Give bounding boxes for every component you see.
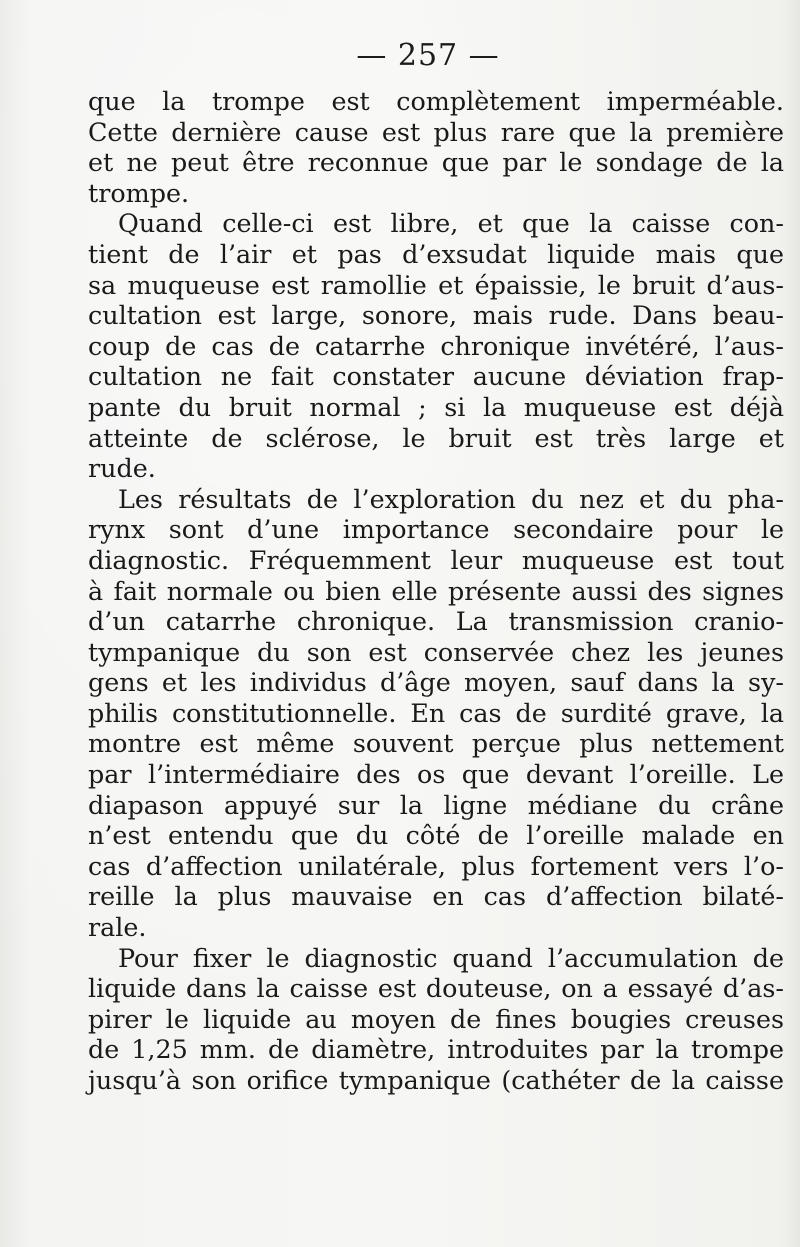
text-line: Les résultats de l’exploration du nez et du pha- bbox=[118, 483, 784, 514]
text-line: rale. bbox=[88, 912, 147, 943]
text-line: Quand celle-ci est libre, et que la caisse con- bbox=[118, 208, 784, 239]
text-line: cultation est large, sonore, mais rude. Dans beau- bbox=[88, 300, 784, 331]
text-line: rude. bbox=[88, 453, 156, 484]
text-line: à fait normale ou bien elle présente aussi des signes bbox=[88, 575, 784, 606]
text-line: atteinte de sclérose, le bruit est très large et bbox=[88, 422, 784, 453]
body-text bbox=[88, 86, 784, 1096]
text-line: pante du bruit normal ; si la muqueuse est déjà bbox=[88, 391, 784, 422]
text-line: de 1,25 mm. de diamètre, introduites par la trompe bbox=[88, 1034, 784, 1065]
text-line: coup de cas de catarrhe chronique invétéré, l’aus- bbox=[88, 330, 784, 361]
text-line: et ne peut être reconnue que par le sondage de la bbox=[88, 147, 784, 178]
text-line: philis constitutionnelle. En cas de surdité grave, la bbox=[88, 697, 784, 728]
text-line: que la trompe est complètement imperméable. bbox=[88, 86, 784, 116]
text-line: rynx sont d’une importance secondaire pour le bbox=[88, 514, 784, 545]
text-line: gens et les individus d’âge moyen, sauf dans la sy- bbox=[88, 667, 784, 698]
text-line: tient de l’air et pas d’exsudat liquide mais que bbox=[88, 238, 784, 269]
text-line: Pour fixer le diagnostic quand l’accumulation de bbox=[118, 942, 784, 973]
text-line: trompe. bbox=[88, 177, 190, 208]
text-line: reille la plus mauvaise en cas d’affection bilaté- bbox=[88, 881, 784, 912]
text-line: par l’intermédiaire des os que devant l’oreille. Le bbox=[88, 759, 784, 790]
text-line: cultation ne fait constater aucune déviation frap- bbox=[88, 361, 784, 392]
text-line: n’est entendu que du côté de l’oreille malade en bbox=[88, 820, 784, 851]
text-line: montre est même souvent perçue plus nettement bbox=[88, 728, 784, 759]
text-line: tympanique du son est conservée chez les jeunes bbox=[88, 636, 784, 667]
text-line: liquide dans la caisse est douteuse, on a essayé d’as- bbox=[88, 973, 784, 1004]
text-line: jusqu’à son orifice tympanique (cathéter de la caisse bbox=[88, 1065, 784, 1095]
text-line: diagnostic. Fréquemment leur muqueuse est tout bbox=[88, 544, 784, 575]
page-number: — 257 — bbox=[356, 38, 500, 73]
text-line: diapason appuyé sur la ligne médiane du crâne bbox=[88, 789, 784, 820]
text-line: Cette dernière cause est plus rare que la première bbox=[88, 116, 784, 147]
text-line: d’un catarrhe chronique. La transmission cranio- bbox=[88, 606, 784, 637]
text-line: cas d’affection unilatérale, plus fortement vers l’o- bbox=[88, 850, 784, 881]
text-line: pirer le liquide au moyen de fines bougies creuses bbox=[88, 1003, 784, 1034]
text-line: sa muqueuse est ramollie et épaissie, le bruit d’aus- bbox=[88, 269, 784, 300]
